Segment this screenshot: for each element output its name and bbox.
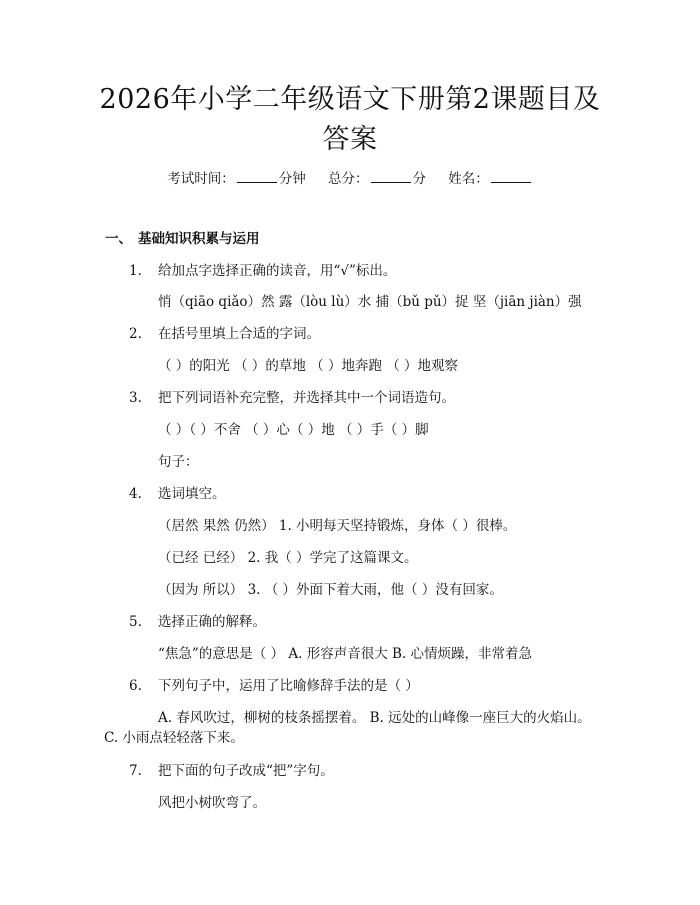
section-title: 基础知识积累与运用 — [138, 231, 260, 247]
exam-time-unit: 分钟 — [278, 171, 306, 187]
question-4-number: 4. — [129, 486, 142, 502]
question-2-number: 2. — [129, 326, 142, 342]
question-7-line-1: 风把小树吹弯了。 — [158, 795, 266, 811]
question-3-text: 把下列词语补充完整，并选择其中一个词语造句。 — [158, 390, 455, 406]
question-4-line-2: （已经 已经） 2. 我（ ）学完了这篇课文。 — [158, 550, 418, 566]
question-5-text: 选择正确的解释。 — [158, 614, 266, 630]
question-1-line-1: 悄（qiāo qiǎo）然 露（lòu lù）水 捕（bǔ pǔ）捉 坚（jiān jiàn）强 — [158, 294, 582, 310]
question-3-line-1: （ ）（ ）不舍 （ ）心（ ）地 （ ）手（ ）脚 — [158, 422, 429, 438]
page-title: 2026年小学二年级语文下册第2课题目及答案 — [99, 84, 601, 155]
question-7-text: 把下面的句子改成“把”字句。 — [158, 763, 334, 779]
question-1-text: 给加点字选择正确的读音，用“√”标出。 — [158, 263, 397, 279]
question-5-line-1: “焦急”的意思是（ ） A. 形容声音很大 B. 心情烦躁，非常着急 — [158, 646, 533, 662]
question-4-text: 选词填空。 — [158, 486, 226, 502]
question-4-line-1: （居然 果然 仍然） 1. 小明每天坚持锻炼，身体（ ）很棒。 — [158, 518, 517, 534]
question-4-line-3: （因为 所以） 3. （ ）外面下着大雨，他（ ）没有回家。 — [158, 582, 503, 598]
name-field — [448, 171, 533, 187]
question-3-number: 3. — [129, 390, 142, 406]
exam-time-field — [167, 171, 306, 187]
exam-time-label: 考试时间： — [167, 171, 235, 187]
question-6-text: 下列句子中，运用了比喻修辞手法的是（ ） — [158, 678, 419, 694]
question-6-number: 6. — [129, 678, 142, 694]
section-number: 一、 — [105, 231, 132, 247]
total-score-label: 总分： — [328, 171, 369, 187]
section-heading — [105, 229, 260, 249]
total-score-field — [328, 171, 426, 187]
total-score-blank[interactable] — [371, 170, 411, 183]
question-6-line-1: A. 春风吹过，柳树的枝条摇摆着。 B. 远处的山峰像一座巨大的火焰山。 C. 小雨点轻轻落下来。 — [104, 710, 591, 746]
question-3-line-2: 句子： — [158, 454, 199, 470]
question-7-number: 7. — [129, 763, 142, 779]
total-score-unit: 分 — [412, 171, 426, 187]
question-2-text: 在括号里填上合适的字词。 — [158, 326, 320, 342]
question-1-number: 1. — [129, 263, 142, 279]
question-5-number: 5. — [129, 614, 142, 630]
name-label: 姓名： — [448, 171, 489, 187]
exam-info-line — [0, 169, 700, 189]
question-2-line-1: （ ）的阳光 （ ）的草地 （ ）地奔跑 （ ）地观察 — [158, 358, 459, 374]
exam-time-blank[interactable] — [237, 170, 277, 183]
name-blank[interactable] — [491, 170, 531, 183]
